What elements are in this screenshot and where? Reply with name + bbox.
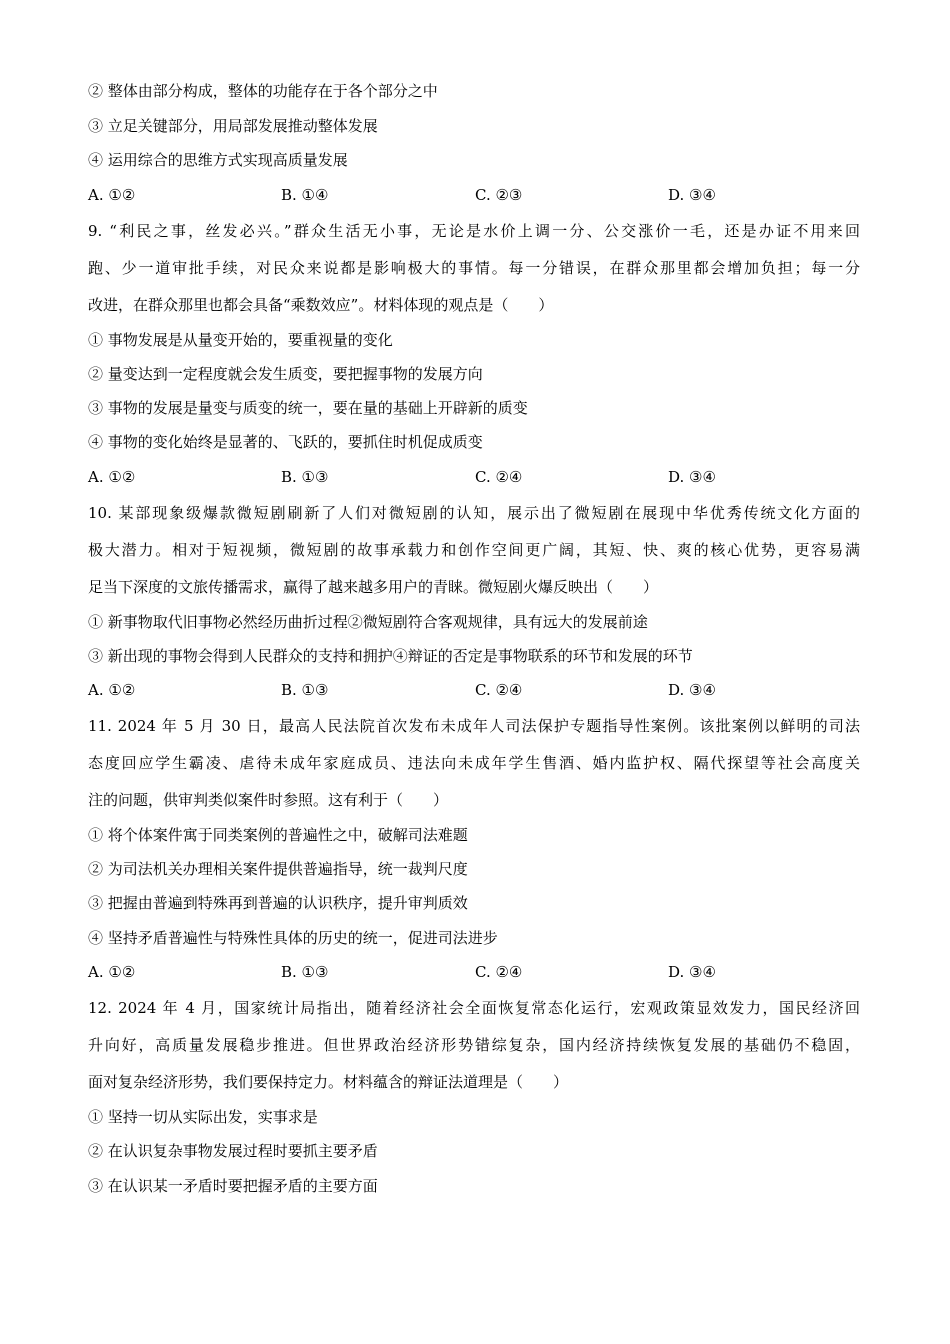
q10-choice-c[interactable]: C. ②④ — [475, 681, 523, 699]
q11-choice-b[interactable]: B. ①③ — [281, 963, 329, 981]
q10-stem-line-1: 10. 某部现象级爆款微短剧刷新了人们对微短剧的认知，展示出了微短剧在展现中华优秀传统文化方面的 — [88, 504, 860, 522]
q9-choice-a[interactable]: A. ①② — [88, 468, 136, 486]
q10-option-items-3-4: ③ 新出现的事物会得到人民群众的支持和拥护④辩证的否定是事物联系的环节和发展的环节 — [88, 647, 693, 665]
q9-choice-b[interactable]: B. ①③ — [281, 468, 329, 486]
q9-answer-choices — [88, 467, 868, 487]
q12-stem-line-3: 面对复杂经济形势，我们要保持定力。材料蕴含的辩证法道理是（ ） — [88, 1073, 569, 1091]
q11-option-item-1: ① 将个体案件寓于同类案例的普遍性之中，破解司法难题 — [88, 826, 468, 844]
q10-choice-b[interactable]: B. ①③ — [281, 681, 329, 699]
q8-answer-choices — [88, 185, 868, 205]
q9-choice-d[interactable]: D. ③④ — [668, 468, 716, 486]
q11-choice-c[interactable]: C. ②④ — [475, 963, 523, 981]
q9-option-item-2: ② 量变达到一定程度就会发生质变，要把握事物的发展方向 — [88, 365, 483, 383]
q9-option-item-3: ③ 事物的发展是量变与质变的统一，要在量的基础上开辟新的质变 — [88, 399, 528, 417]
q10-stem-line-3: 足当下深度的文旅传播需求，赢得了越来越多用户的青睐。微短剧火爆反映出（ ） — [88, 578, 659, 596]
q11-option-item-4: ④ 坚持矛盾普遍性与特殊性具体的历史的统一，促进司法进步 — [88, 929, 498, 947]
q8-choice-d[interactable]: D. ③④ — [668, 186, 716, 204]
q10-option-items-1-2: ① 新事物取代旧事物必然经历曲折过程②微短剧符合客观规律，具有远大的发展前途 — [88, 613, 648, 631]
q11-option-item-3: ③ 把握由普遍到特殊再到普遍的认识秩序，提升审判质效 — [88, 894, 468, 912]
q9-stem-line-1: 9. “利民之事，丝发必兴。”群众生活无小事，无论是水价上调一分、公交涨价一毛，还是办证不用来回 — [88, 222, 860, 240]
q11-stem-line-3: 注的问题，供审判类似案件时参照。这有利于（ ） — [88, 791, 449, 809]
q11-answer-choices — [88, 962, 868, 982]
q8-choice-c[interactable]: C. ②③ — [475, 186, 523, 204]
q8-choice-b[interactable]: B. ①④ — [281, 186, 329, 204]
q8-option-item-3: ③ 立足关键部分，用局部发展推动整体发展 — [88, 117, 378, 135]
q9-option-item-1: ① 事物发展是从量变开始的，要重视量的变化 — [88, 331, 393, 349]
q8-option-item-4: ④ 运用综合的思维方式实现高质量发展 — [88, 151, 348, 169]
q10-choice-a[interactable]: A. ①② — [88, 681, 136, 699]
q11-choice-d[interactable]: D. ③④ — [668, 963, 716, 981]
q11-option-item-2: ② 为司法机关办理相关案件提供普遍指导，统一裁判尺度 — [88, 860, 468, 878]
q9-choice-c[interactable]: C. ②④ — [475, 468, 523, 486]
q9-stem-line-2: 跑、少一道审批手续，对民众来说都是影响极大的事情。每一分错误，在群众那里都会增加负担；每一分 — [88, 259, 860, 277]
q8-option-item-2: ② 整体由部分构成，整体的功能存在于各个部分之中 — [88, 82, 438, 100]
q11-stem-line-1: 11. 2024 年 5 月 30 日，最高人民法院首次发布未成年人司法保护专题指导性案例。该批案例以鲜明的司法 — [88, 717, 860, 735]
q12-option-item-1: ① 坚持一切从实际出发，实事求是 — [88, 1108, 318, 1126]
q12-stem-line-2: 升向好，高质量发展稳步推进。但世界政治经济形势错综复杂，国内经济持续恢复发展的基础仍不稳固， — [88, 1036, 860, 1054]
q12-option-item-2: ② 在认识复杂事物发展过程时要抓主要矛盾 — [88, 1142, 378, 1160]
q11-stem-line-2: 态度回应学生霸凌、虐待未成年家庭成员、违法向未成年学生售酒、婚内监护权、隔代探望等社会高度关 — [88, 754, 860, 772]
q8-choice-a[interactable]: A. ①② — [88, 186, 136, 204]
q10-stem-line-2: 极大潜力。相对于短视频，微短剧的故事承载力和创作空间更广阔，其短、快、爽的核心优势，更容易满 — [88, 541, 860, 559]
q12-option-item-3: ③ 在认识某一矛盾时要把握矛盾的主要方面 — [88, 1177, 378, 1195]
q10-answer-choices — [88, 680, 868, 700]
q10-choice-d[interactable]: D. ③④ — [668, 681, 716, 699]
q11-choice-a[interactable]: A. ①② — [88, 963, 136, 981]
q9-option-item-4: ④ 事物的变化始终是显著的、飞跃的，要抓住时机促成质变 — [88, 433, 483, 451]
q12-stem-line-1: 12. 2024 年 4 月，国家统计局指出，随着经济社会全面恢复常态化运行，宏观政策显效发力，国民经济回 — [88, 999, 860, 1017]
q9-stem-line-3: 改进，在群众那里也都会具备“乘数效应”。材料体现的观点是（ ） — [88, 296, 554, 314]
